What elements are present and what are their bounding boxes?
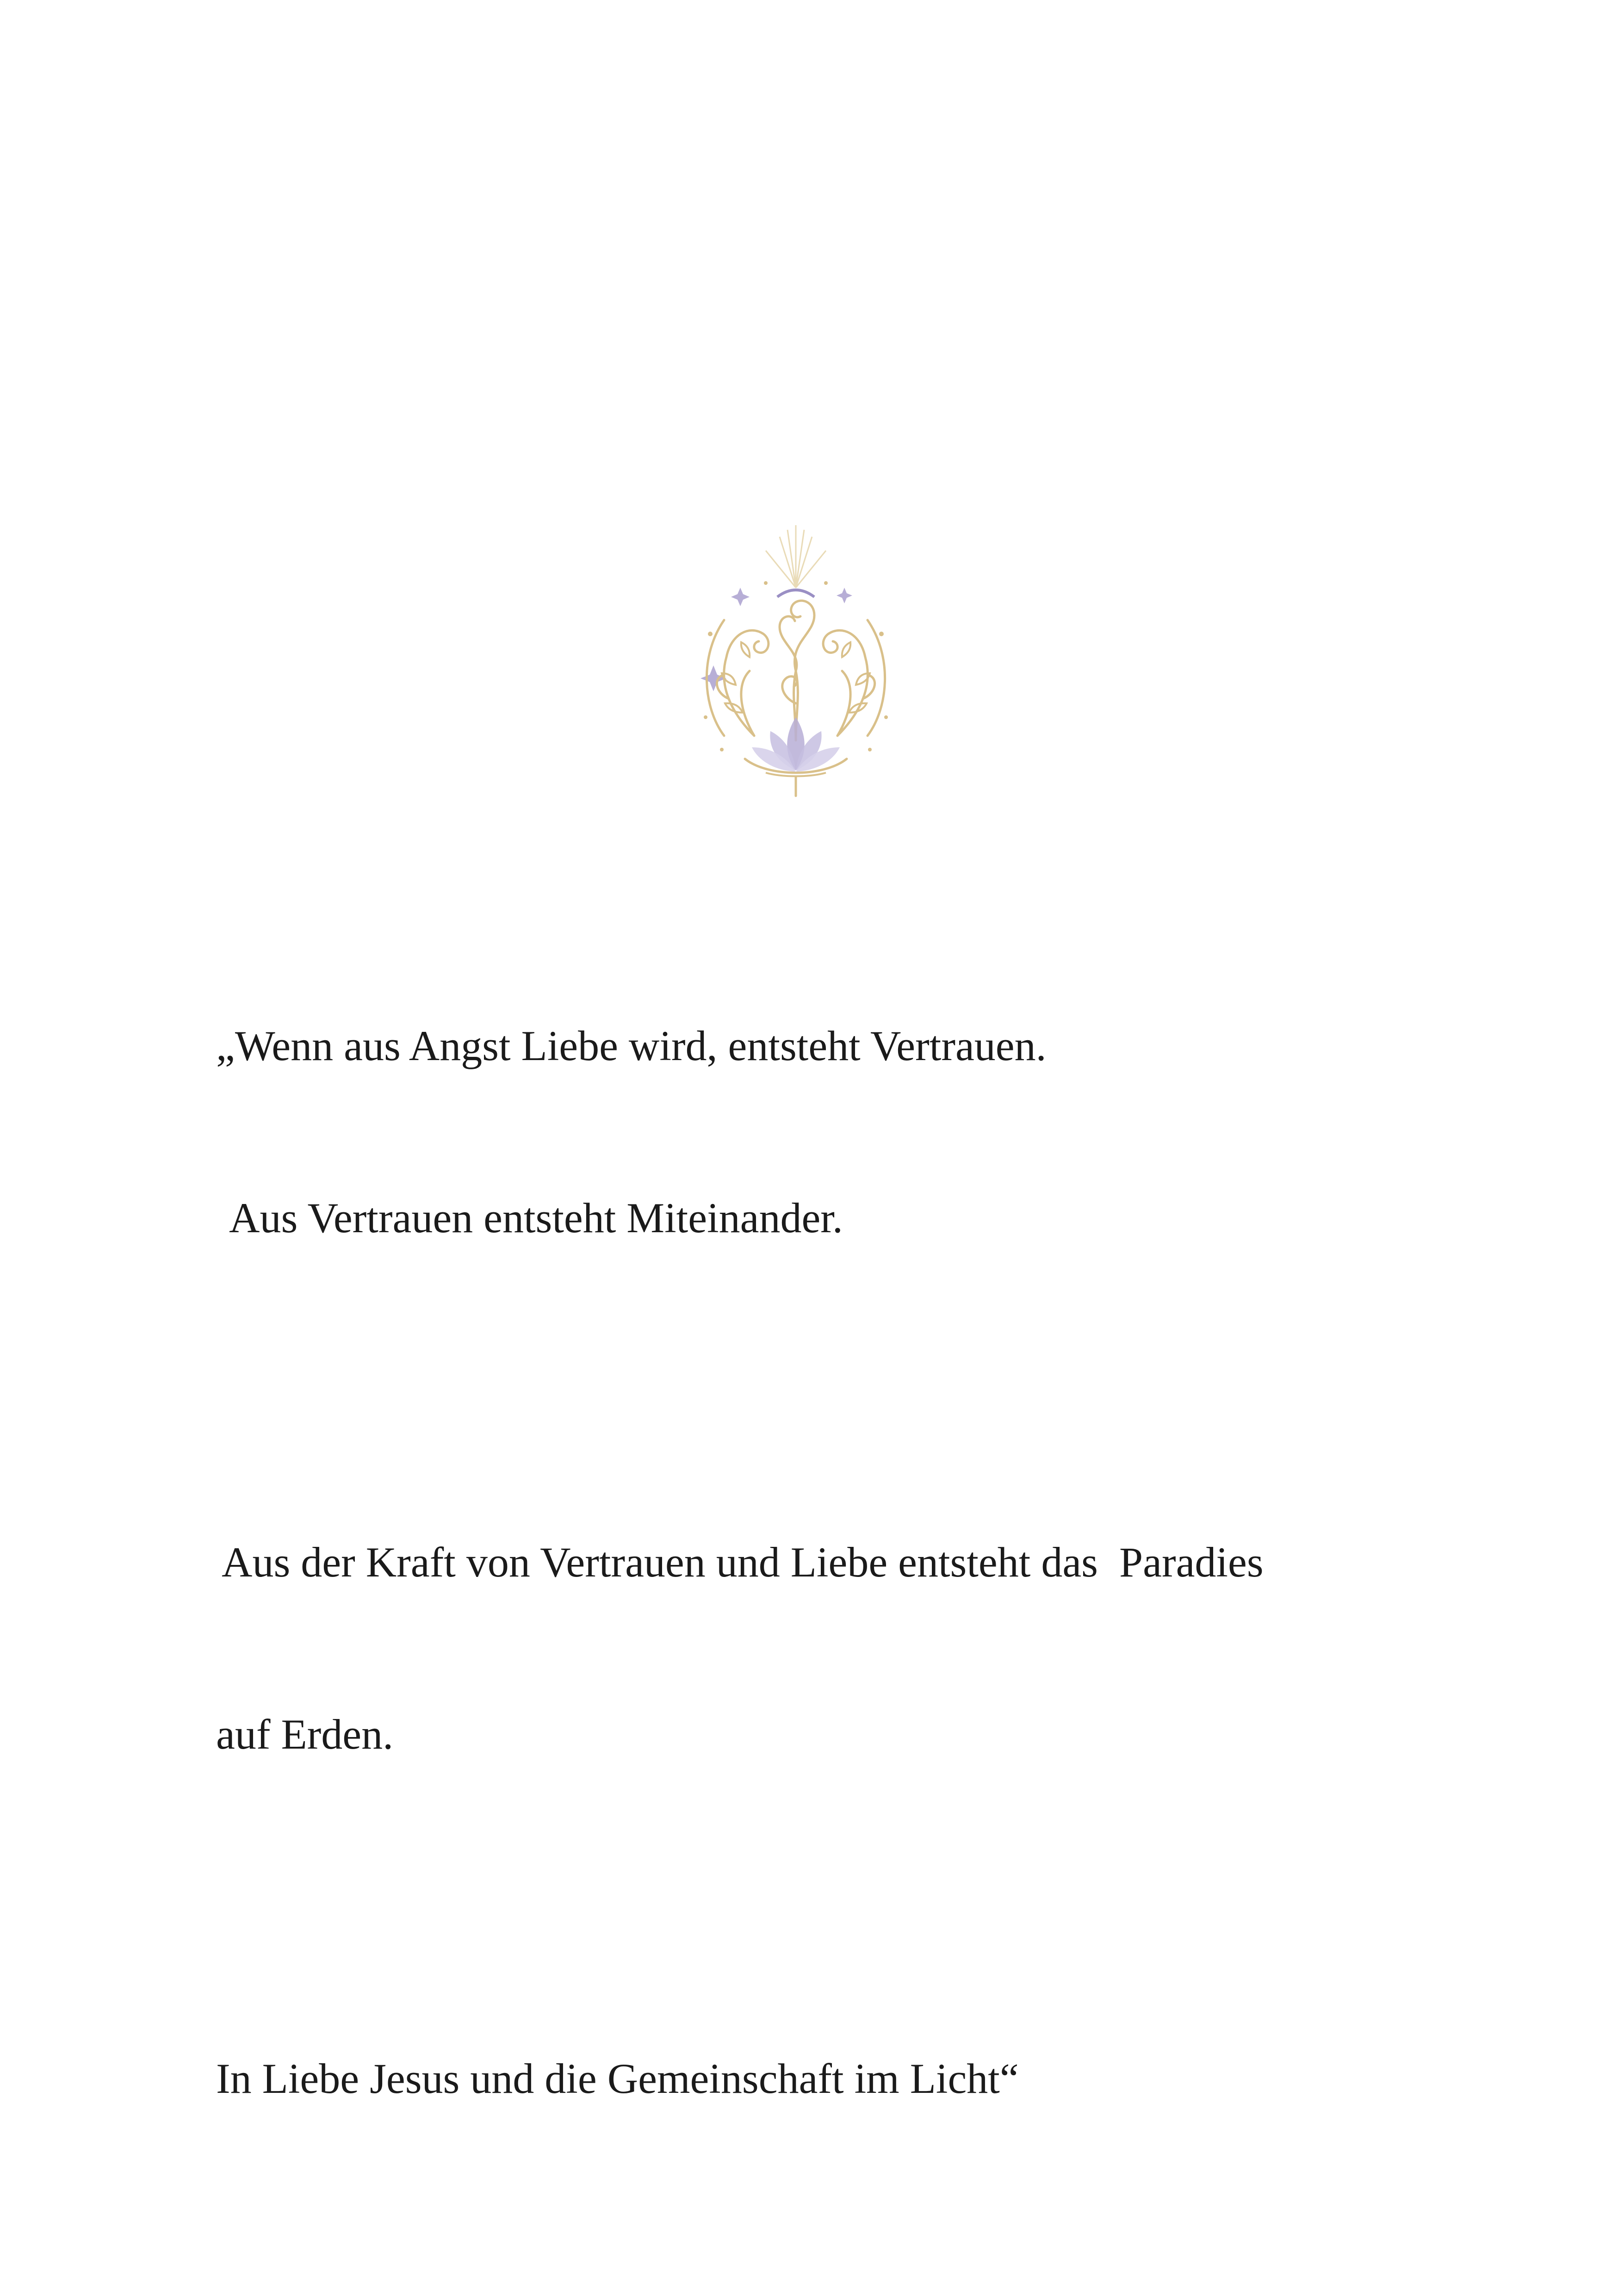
quote-line-4: auf Erden. xyxy=(216,1711,394,1758)
paragraph-gap xyxy=(216,1878,1465,1935)
quote-text-block xyxy=(216,902,1465,2165)
quote-line-2: Aus Vertrauen entsteht Miteinander. xyxy=(229,1194,843,1241)
lotus-ornament-icon xyxy=(685,518,907,800)
quote-signature: In Liebe Jesus und die Gemeinschaft im Licht“ xyxy=(216,2055,1019,2102)
quote-line-1: „Wenn aus Angst Liebe wird, entsteht Vertrauen. xyxy=(216,1022,1047,1069)
quote-line-3: Aus der Kraft von Vertrauen und Liebe entsteht das Paradies xyxy=(222,1539,1264,1586)
paragraph-gap xyxy=(216,1361,1465,1419)
